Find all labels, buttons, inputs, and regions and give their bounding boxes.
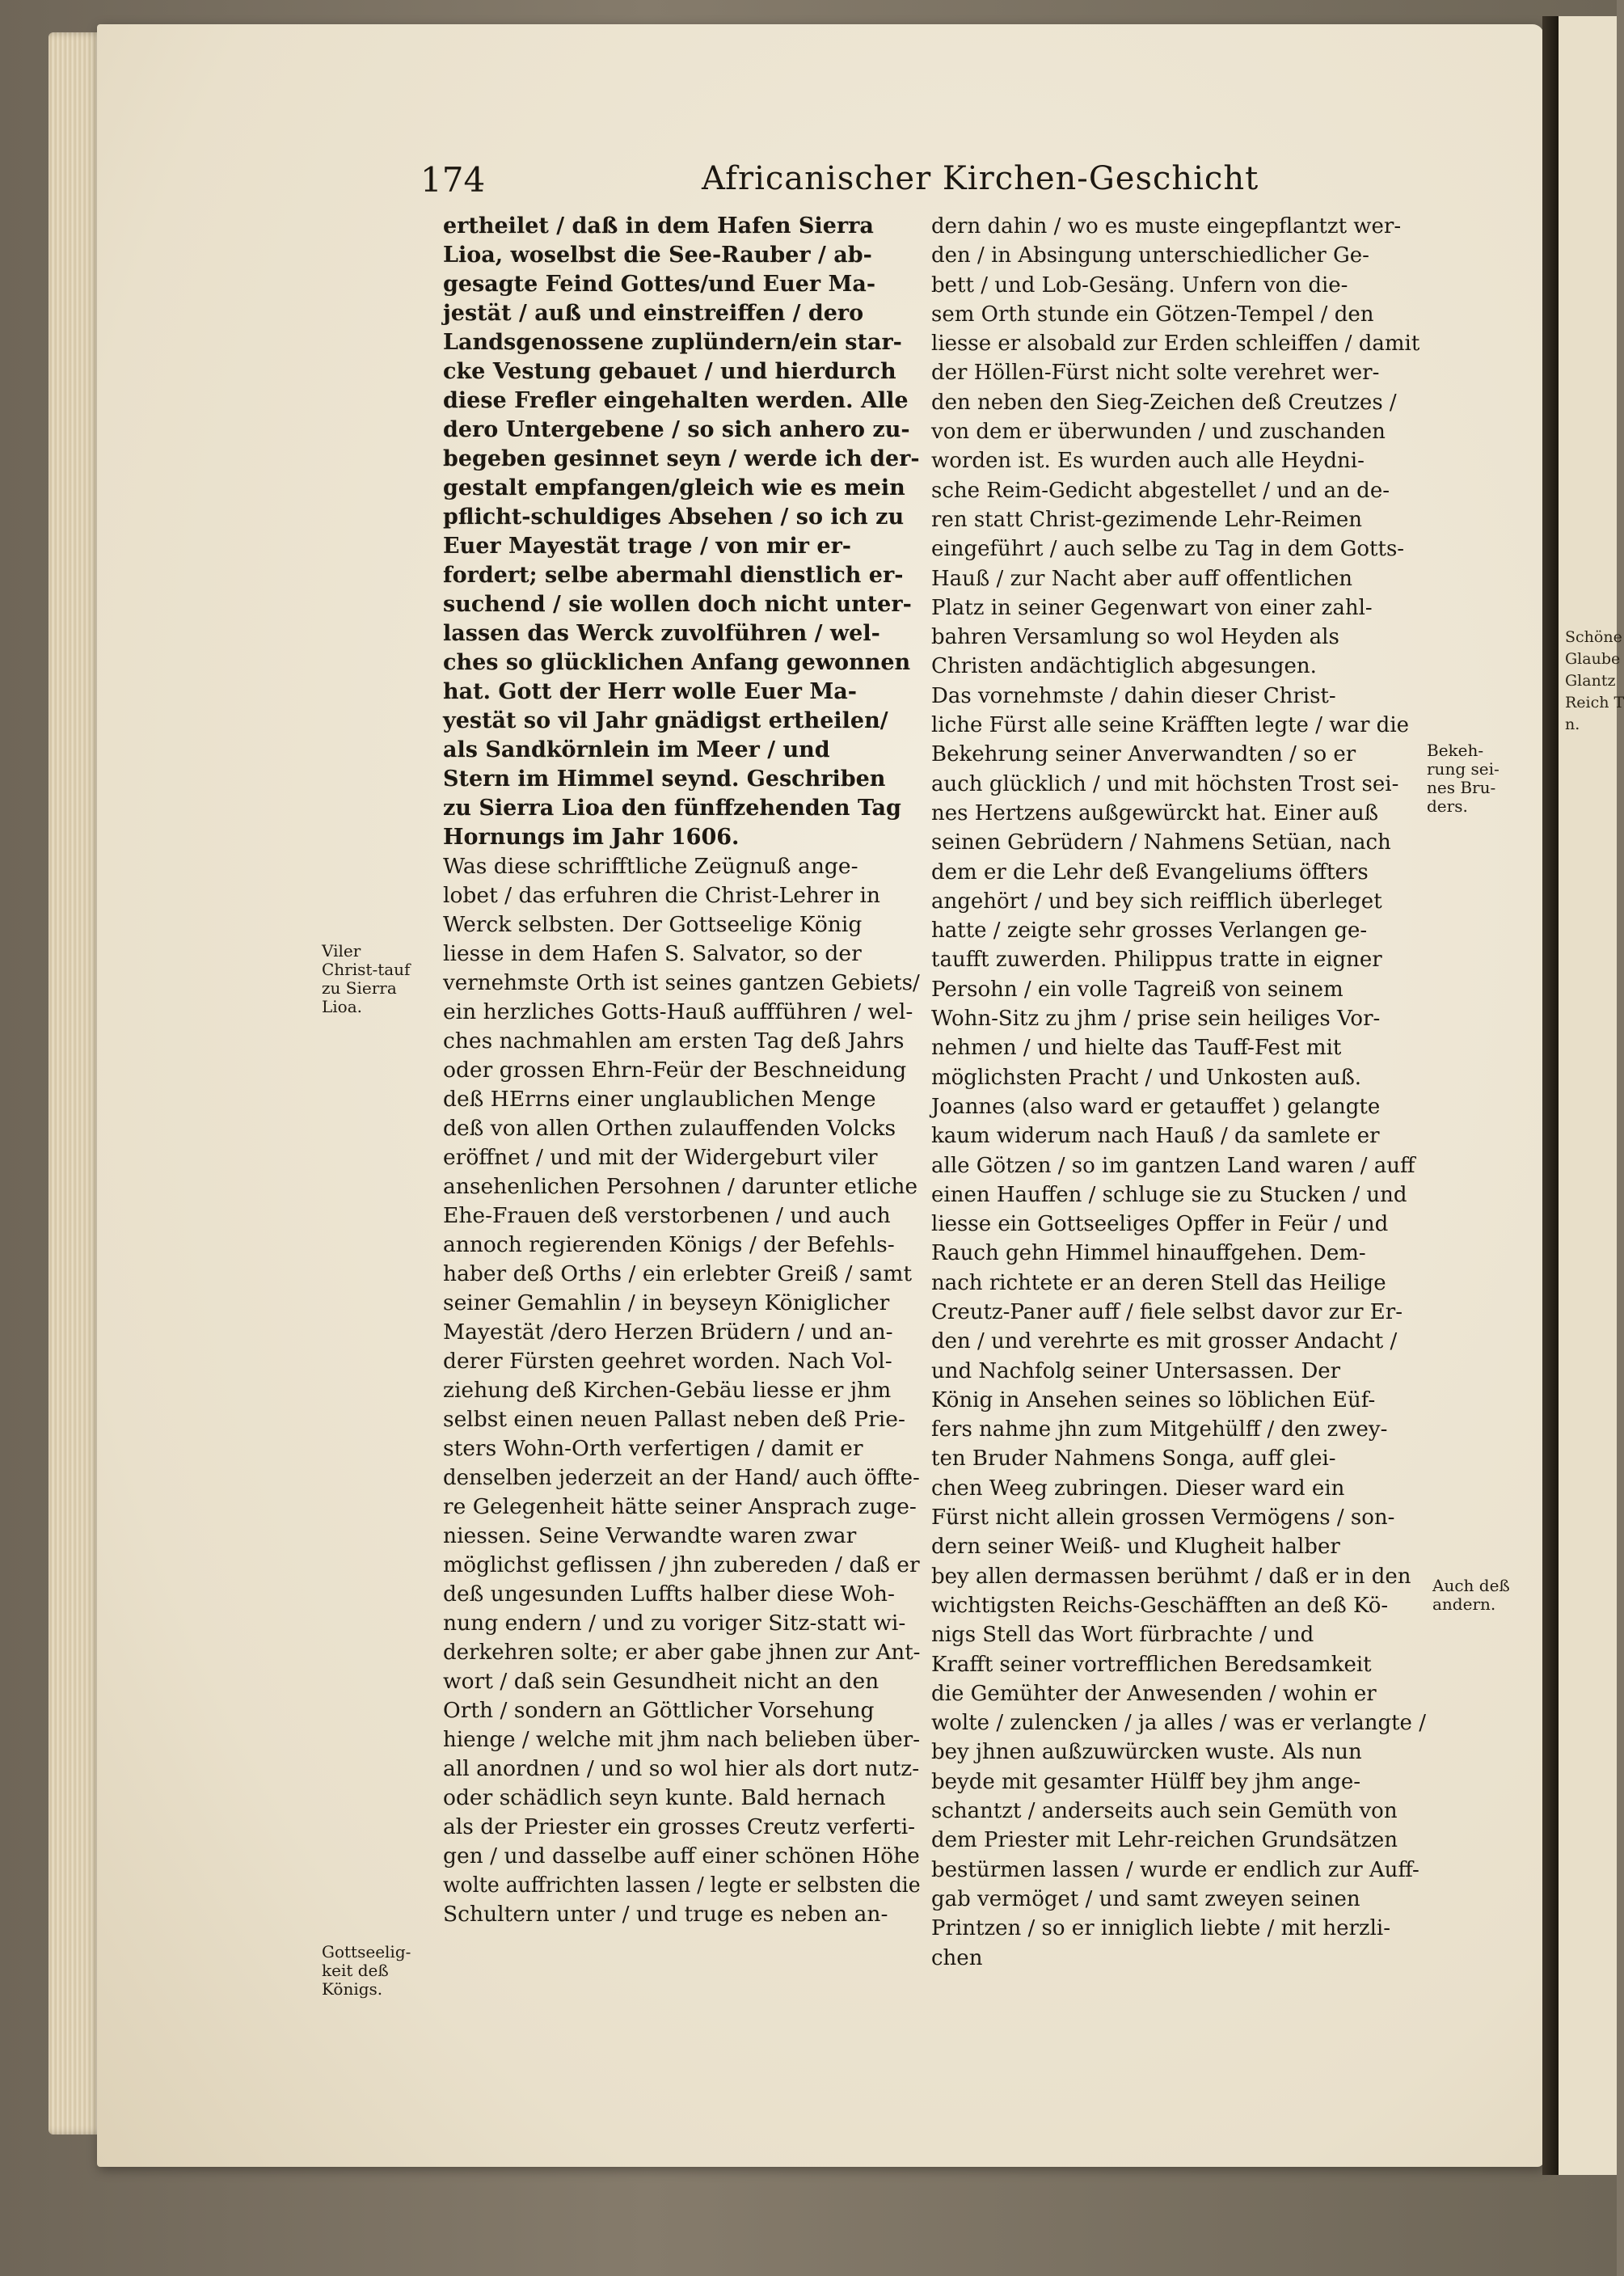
margin-note-line: Bekeh- bbox=[1427, 741, 1484, 760]
right-column-line: bey allen dermassen berühmt / daß er in den bbox=[931, 1564, 1411, 1589]
left-column-line: Ehe-Frauen deß verstorbenen / und auch bbox=[443, 1203, 891, 1228]
right-column-line: Wohn-Sitz zu jhm / prise sein heiliges Vor- bbox=[931, 1007, 1381, 1032]
left-column-line: ches so glücklichen Anfang gewonnen bbox=[443, 650, 911, 675]
left-column-line: Werck selbsten. Der Gottseelige König bbox=[443, 912, 863, 937]
left-column-line: wort / daß sein Gesundheit nicht an den bbox=[443, 1669, 879, 1694]
right-column-line: Creutz-Paner auff / fiele selbst davor zur Er- bbox=[931, 1299, 1403, 1324]
right-column-line: und Nachfolg seiner Untersassen. Der bbox=[931, 1358, 1341, 1383]
margin-note-line: keit deß bbox=[322, 1961, 389, 1980]
left-column-line: nung endern / und zu voriger Sitz-statt wi- bbox=[443, 1611, 906, 1636]
right-column-line: wichtigsten Reichs-Geschäfften an deß Kö- bbox=[931, 1593, 1389, 1618]
right-column-line: beyde mit gesamter Hülff bey jhm ange- bbox=[931, 1769, 1360, 1794]
left-column-line: liesse in dem Hafen S. Salvator, so der bbox=[443, 941, 862, 966]
right-column-line: Krafft seiner vortrefflichen Beredsamkeit bbox=[931, 1652, 1372, 1677]
margin-note-line: zu Sierra bbox=[322, 978, 397, 998]
right-column-line: Persohn / ein volle Tagreiß von seinem bbox=[931, 977, 1343, 1002]
left-column-line: seiner Gemahlin / in beyseyn Königlicher bbox=[443, 1290, 890, 1315]
right-column-line: liesse ein Gottseeliges Opffer in Feür / und bbox=[931, 1212, 1389, 1237]
left-column-line: als Sandkörnlein im Meer / und bbox=[443, 737, 830, 762]
left-column-line: als der Priester ein grosses Creutz verferti- bbox=[443, 1814, 916, 1839]
left-column-line: gesagte Feind Gottes/und Euer Ma- bbox=[443, 272, 876, 297]
left-column-line: pflicht-schuldiges Absehen / so ich zu bbox=[443, 505, 905, 530]
margin-note-line: rung sei- bbox=[1427, 759, 1500, 779]
right-text-column bbox=[931, 212, 1432, 1973]
left-column-line: suchend / sie wollen doch nicht unter- bbox=[443, 592, 912, 617]
left-column-line: Stern im Himmel seynd. Geschriben bbox=[443, 766, 886, 792]
book-gutter bbox=[1542, 16, 1559, 2175]
left-column-line: dero Untergebene / so sich anhero zu- bbox=[443, 417, 910, 442]
right-column-line: dern dahin / wo es muste eingepflantzt wer- bbox=[931, 214, 1402, 239]
right-column-line: ten Bruder Nahmens Songa, auff glei- bbox=[931, 1446, 1336, 1472]
left-column-line: derer Fürsten geehret worden. Nach Vol- bbox=[443, 1349, 892, 1374]
right-column-line: alle Götzen / so im gantzen Land waren / auff bbox=[931, 1153, 1415, 1178]
right-column-line: einen Hauffen / schluge sie zu Stucken / und bbox=[931, 1182, 1407, 1207]
margin-note-other-brother bbox=[1432, 1577, 1510, 1614]
left-column-line: lobet / das erfuhren die Christ-Lehrer in bbox=[443, 883, 880, 908]
left-column-line: oder schädlich seyn kunte. Bald hernach bbox=[443, 1785, 886, 1810]
margin-note-line: nes Bru- bbox=[1427, 778, 1496, 797]
right-column-line: dern seiner Weiß- und Klugheit halber bbox=[931, 1535, 1340, 1560]
right-column-line: auch glücklich / und mit höchsten Trost sei- bbox=[931, 771, 1399, 796]
left-column-line: sters Wohn-Orth verfertigen / damit er bbox=[443, 1436, 863, 1461]
left-text-column bbox=[443, 212, 920, 1929]
left-column-line: hienge / welche mit jhm nach belieben über- bbox=[443, 1727, 921, 1752]
left-column-line: eröffnet / und mit der Widergeburt viler bbox=[443, 1145, 878, 1170]
left-column-line: re Gelegenheit hätte seiner Ansprach zuge- bbox=[443, 1494, 917, 1519]
left-column-line: haber deß Orths / ein erlebter Greiß / samt bbox=[443, 1261, 913, 1286]
left-column-line: Orth / sondern an Göttlicher Vorsehung bbox=[443, 1698, 875, 1723]
right-column-line: den / in Absingung unterschiedlicher Ge- bbox=[931, 243, 1369, 268]
right-column-line: Printzen / so er inniglich liebte / mit herzli- bbox=[931, 1916, 1391, 1941]
left-column-line: gen / und dasselbe auff einer schönen Höhe bbox=[443, 1843, 920, 1869]
left-column-line: Schultern unter / und truge es neben an- bbox=[443, 1902, 888, 1927]
left-column-line: fordert; selbe abermahl dienstlich er- bbox=[443, 563, 904, 588]
left-column-line: all anordnen / und so wol hier als dort nutz- bbox=[443, 1756, 920, 1781]
right-column-line: wolte / zulencken / ja alles / was er verlangte / bbox=[931, 1711, 1426, 1736]
right-column-line: angehört / und bey sich reifflich überleget bbox=[931, 889, 1382, 914]
right-column-line: möglichsten Pracht / und Unkosten auß. bbox=[931, 1065, 1362, 1090]
left-column-line: gestalt empfangen/gleich wie es mein bbox=[443, 475, 905, 500]
left-column-line: ches nachmahlen am ersten Tag deß Jahrs bbox=[443, 1028, 905, 1054]
left-column-line: jestät / auß und einstreiffen / dero bbox=[443, 301, 864, 326]
margin-note-line: Christ-tauf bbox=[322, 960, 411, 979]
left-column-line: Landsgenossene zuplündern/ein star- bbox=[443, 330, 902, 355]
right-column-line: kaum widerum nach Hauß / da samlete er bbox=[931, 1124, 1380, 1149]
left-column-line: niessen. Seine Verwandte waren zwar bbox=[443, 1523, 857, 1548]
margin-note-line: Gottseelig- bbox=[322, 1942, 411, 1961]
right-column-line: der Höllen-Fürst nicht solte verehret wer- bbox=[931, 361, 1380, 386]
right-column-line: seinen Gebrüdern / Nahmens Setüan, nach bbox=[931, 830, 1391, 855]
left-column-line: Was diese schrifftliche Zeügnuß ange- bbox=[443, 854, 858, 879]
left-column-line: wolte auffrichten lassen / legte er selbsten die bbox=[443, 1873, 921, 1898]
right-column-line: nigs Stell das Wort fürbrachte / und bbox=[931, 1623, 1314, 1648]
page-number: 174 bbox=[420, 160, 486, 200]
left-column-line: derkehren solte; er aber gabe jhnen zur Ant- bbox=[443, 1640, 921, 1665]
right-column-line: den / und verehrte es mit grosser Andacht / bbox=[931, 1329, 1398, 1354]
right-column-line: Joannes (also ward er getauffet ) gelangte bbox=[931, 1094, 1381, 1119]
left-column-line: hat. Gott der Herr wolle Euer Ma- bbox=[443, 679, 857, 704]
right-column-line: gab vermöget / und samt zweyen seinen bbox=[931, 1886, 1360, 1911]
left-column-line: selbst einen neuen Pallast neben deß Prie- bbox=[443, 1407, 905, 1432]
next-page-fragment-line: Glaube bbox=[1565, 650, 1621, 668]
right-column-line: Hauß / zur Nacht aber auff offentlichen bbox=[931, 566, 1352, 591]
right-column-line: fers nahme jhn zum Mitgehülff / den zwey- bbox=[931, 1417, 1388, 1442]
left-column-line: annoch regierenden Königs / der Befehls- bbox=[443, 1232, 895, 1257]
next-page-fragment-line: Glantz bbox=[1565, 672, 1616, 690]
right-column-line: worden ist. Es wurden auch alle Heydni- bbox=[931, 449, 1365, 474]
left-column-line: Mayestät /dero Herzen Brüdern / und an- bbox=[443, 1320, 893, 1345]
right-column-line: bestürmen lassen / wurde er endlich zur Auff- bbox=[931, 1857, 1419, 1882]
next-page-fragment-line: Schöne bbox=[1565, 628, 1622, 646]
right-column-line: Bekehrung seiner Anverwandten / so er bbox=[931, 742, 1356, 767]
margin-note-line: ders. bbox=[1427, 796, 1468, 816]
running-title: Africanischer Kirchen-Geschicht bbox=[702, 160, 1259, 197]
right-column-line: hatte / zeigte sehr grosses Verlangen ge- bbox=[931, 918, 1368, 944]
left-column-line: Hornungs im Jahr 1606. bbox=[443, 825, 740, 850]
left-column-line: zu Sierra Lioa den fünffzehenden Tag bbox=[443, 796, 901, 821]
margin-note-line: Viler bbox=[322, 941, 361, 961]
right-column-line: den neben den Sieg-Zeichen deß Creutzes / bbox=[931, 390, 1397, 415]
left-column-line: begeben gesinnet seyn / werde ich der- bbox=[443, 446, 920, 471]
left-column-line: cke Vestung gebauet / und hierdurch bbox=[443, 359, 896, 384]
right-column-line: bahren Versamlung so wol Heyden als bbox=[931, 625, 1339, 650]
left-column-line: lassen das Werck zuvolführen / wel- bbox=[443, 621, 880, 646]
left-column-line: Lioa, woselbst die See-Rauber / ab- bbox=[443, 243, 872, 268]
right-column-line: sche Reim-Gedicht abgestellet / und an de- bbox=[931, 478, 1390, 503]
margin-note-piety-of-king bbox=[322, 1943, 411, 1999]
left-column-line: denselben jederzeit an der Hand/ auch öffte- bbox=[443, 1465, 920, 1490]
right-column-line: von dem er überwunden / und zuschanden bbox=[931, 420, 1386, 445]
left-column-line: vernehmste Orth ist seines gantzen Gebiets/ bbox=[443, 970, 920, 995]
margin-note-line: Königs. bbox=[322, 1979, 383, 1999]
margin-note-christening bbox=[322, 942, 410, 1016]
left-column-line: ein herzliches Gotts-Hauß auffführen / wel- bbox=[443, 999, 913, 1024]
right-column-line: ren statt Christ-gezimende Lehr-Reimen bbox=[931, 507, 1363, 532]
right-column-line: König in Ansehen seines so löblichen Eüf- bbox=[931, 1387, 1376, 1412]
right-column-line: chen Weeg zubringen. Dieser ward ein bbox=[931, 1476, 1345, 1501]
right-column-line: die Gemühter der Anwesenden / wohin er bbox=[931, 1681, 1377, 1706]
right-column-line: Christen andächtiglich abgesungen. bbox=[931, 654, 1317, 679]
next-page-fragment-line: Reich T bbox=[1565, 694, 1624, 712]
left-column-line: diese Frefler eingehalten werden. Alle bbox=[443, 388, 909, 413]
right-column-line: Fürst nicht allein grossen Vermögens / son- bbox=[931, 1505, 1395, 1531]
right-column-line: bett / und Lob-Gesäng. Unfern von die- bbox=[931, 272, 1348, 298]
right-column-line: Das vornehmste / dahin dieser Christ- bbox=[931, 683, 1336, 708]
right-column-line: eingeführt / auch selbe zu Tag in dem Gotts- bbox=[931, 537, 1405, 562]
right-column-line: bey jhnen außzuwürcken wuste. Als nun bbox=[931, 1740, 1362, 1765]
left-column-line: ziehung deß Kirchen-Gebäu liesse er jhm bbox=[443, 1378, 892, 1403]
right-column-line: Rauch gehn Himmel hinauffgehen. Dem- bbox=[931, 1241, 1366, 1266]
right-column-line: liesse er alsobald zur Erden schleiffen / damit bbox=[931, 331, 1420, 357]
left-column-line: ertheilet / daß in dem Hafen Sierra bbox=[443, 213, 874, 239]
right-column-line: dem er die Lehr deß Evangeliums öffters bbox=[931, 859, 1369, 885]
right-column-line: liche Fürst alle seine Kräfften legte / war die bbox=[931, 713, 1410, 738]
next-page-strip bbox=[1559, 16, 1624, 2175]
right-column-line: nehmen / und hielte das Tauff-Fest mit bbox=[931, 1036, 1342, 1061]
right-column-line: chen bbox=[931, 1945, 983, 1970]
margin-note-line: Lioa. bbox=[322, 997, 362, 1016]
right-column-line: nach richtete er an deren Stell das Heilige bbox=[931, 1270, 1386, 1295]
left-column-line: ansehenlichen Persohnen / darunter etliche bbox=[443, 1174, 918, 1199]
left-column-line: deß ungesunden Luffts halber diese Woh- bbox=[443, 1581, 895, 1607]
left-column-line: möglichst geflissen / jhn zubereden / daß er bbox=[443, 1552, 920, 1577]
left-column-line: deß von allen Orthen zulauffenden Volcks bbox=[443, 1116, 896, 1141]
left-column-line: Euer Mayestät trage / von mir er- bbox=[443, 534, 851, 559]
right-column-line: taufft zuwerden. Philippus tratte in eigner bbox=[931, 948, 1382, 973]
right-column-line: dem Priester mit Lehr-reichen Grundsätzen bbox=[931, 1828, 1398, 1853]
margin-note-line: Auch deß bbox=[1432, 1576, 1510, 1595]
left-column-line: yestät so vil Jahr gnädigst ertheilen/ bbox=[443, 708, 888, 733]
right-column-line: Platz in seiner Gegenwart von einer zahl- bbox=[931, 595, 1373, 620]
right-column-line: schantzt / anderseits auch sein Gemüth von bbox=[931, 1799, 1398, 1824]
left-column-line: oder grossen Ehrn-Feür der Beschneidung bbox=[443, 1058, 907, 1083]
left-column-line: deß HErrns einer unglaublichen Menge bbox=[443, 1087, 876, 1112]
right-column-line: nes Hertzens außgewürckt hat. Einer auß bbox=[931, 800, 1379, 826]
margin-note-line: andern. bbox=[1432, 1594, 1496, 1614]
right-column-line: sem Orth stunde ein Götzen-Tempel / den bbox=[931, 302, 1374, 327]
next-page-fragment-line: n. bbox=[1565, 716, 1580, 733]
margin-note-conversion-brother bbox=[1427, 741, 1500, 816]
